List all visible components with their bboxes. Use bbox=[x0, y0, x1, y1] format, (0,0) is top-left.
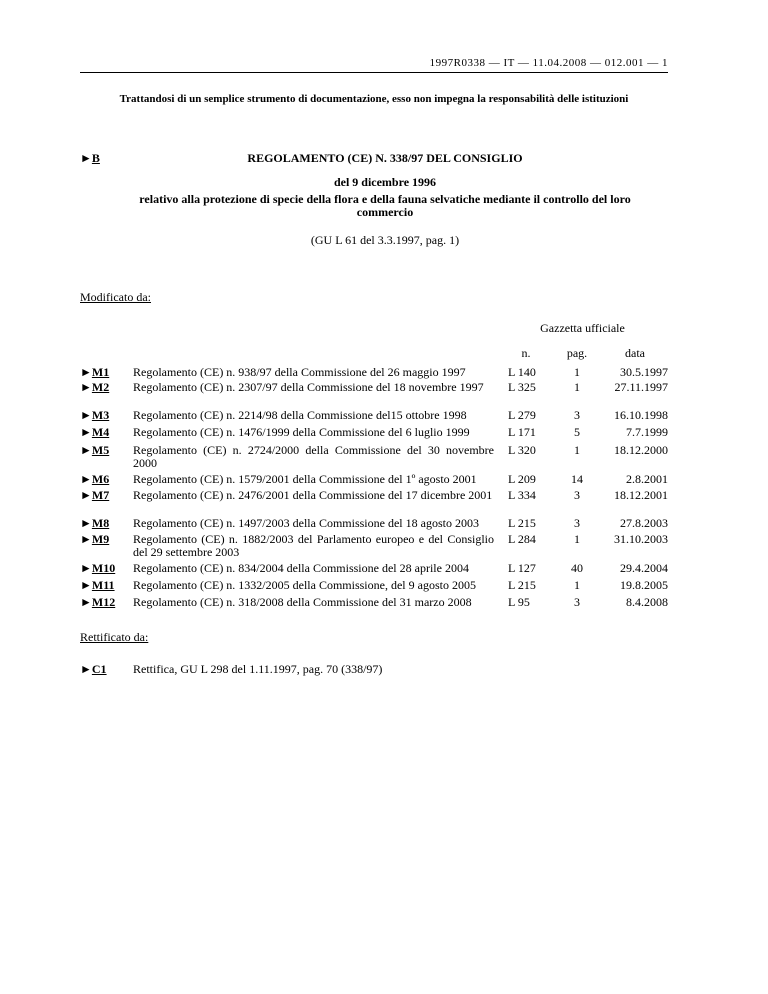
amendment-marker[interactable] bbox=[80, 409, 109, 422]
amendment-code[interactable]: M8 bbox=[91, 516, 110, 530]
amendment-marker[interactable] bbox=[80, 426, 109, 439]
gazette-number: L 320 bbox=[508, 443, 536, 457]
column-header-page: pag. bbox=[566, 346, 588, 360]
amendment-code[interactable]: M10 bbox=[91, 561, 116, 575]
amendment-code[interactable]: M12 bbox=[91, 595, 116, 609]
gazette-date: 7.7.1999 bbox=[626, 425, 668, 439]
gazette-page: 3 bbox=[574, 516, 580, 530]
gazette-number: L 95 bbox=[508, 595, 530, 609]
gazette-page: 1 bbox=[574, 532, 580, 546]
gazette-heading: Gazzetta ufficiale bbox=[540, 321, 625, 335]
arrow-right-icon: ► bbox=[80, 151, 92, 165]
gazette-number: L 171 bbox=[508, 425, 536, 439]
arrow-right-icon: ► bbox=[80, 516, 92, 530]
amendment-marker[interactable] bbox=[80, 579, 115, 592]
correction-marker[interactable] bbox=[80, 662, 107, 677]
gazette-page: 3 bbox=[574, 595, 580, 609]
amendment-marker[interactable] bbox=[80, 596, 115, 609]
amendment-description: Regolamento (CE) n. 2724/2000 della Commissione del 30 novembre 2000 bbox=[133, 443, 494, 470]
amendment-description: Regolamento (CE) n. 1882/2003 del Parlamento europeo e del Consiglio del 29 settembre 2003 bbox=[133, 532, 494, 559]
amendment-code[interactable]: M9 bbox=[91, 532, 110, 546]
arrow-right-icon: ► bbox=[80, 380, 92, 394]
gazette-number: L 325 bbox=[508, 380, 536, 394]
arrow-right-icon: ► bbox=[80, 561, 92, 575]
gazette-number: L 215 bbox=[508, 578, 536, 592]
amendment-description: Regolamento (CE) n. 1579/2001 della Commissione del 1º agosto 2001 bbox=[133, 472, 477, 486]
gazette-date: 29.4.2004 bbox=[620, 561, 668, 575]
column-header-date: data bbox=[625, 346, 645, 360]
arrow-right-icon: ► bbox=[80, 662, 92, 676]
amendment-marker[interactable] bbox=[80, 489, 109, 502]
gazette-page: 5 bbox=[574, 425, 580, 439]
arrow-right-icon: ► bbox=[80, 488, 92, 502]
gazette-number: L 127 bbox=[508, 561, 536, 575]
correction-text: Rettifica, GU L 298 del 1.11.1997, pag. 70 (338/97) bbox=[133, 662, 383, 676]
header-divider bbox=[80, 72, 668, 73]
gazette-date: 8.4.2008 bbox=[626, 595, 668, 609]
gazette-page: 40 bbox=[571, 561, 583, 575]
gazette-date: 30.5.1997 bbox=[620, 365, 668, 379]
amendment-code[interactable]: M5 bbox=[91, 443, 110, 457]
arrow-right-icon: ► bbox=[80, 595, 92, 609]
gazette-number: L 140 bbox=[508, 365, 536, 379]
gazette-page: 3 bbox=[574, 408, 580, 422]
gazette-page: 1 bbox=[574, 380, 580, 394]
amendment-description: Regolamento (CE) n. 318/2008 della Commissione del 31 marzo 2008 bbox=[133, 595, 472, 609]
amendment-description: Regolamento (CE) n. 938/97 della Commissione del 26 maggio 1997 bbox=[133, 365, 466, 379]
gazette-date: 27.11.1997 bbox=[614, 380, 668, 394]
arrow-right-icon: ► bbox=[80, 443, 92, 457]
gazette-number: L 279 bbox=[508, 408, 536, 422]
amendment-marker[interactable] bbox=[80, 444, 109, 457]
official-journal-reference: (GU L 61 del 3.3.1997, pag. 1) bbox=[310, 233, 460, 247]
gazette-date: 2.8.2001 bbox=[626, 472, 668, 486]
gazette-page: 1 bbox=[574, 578, 580, 592]
gazette-page: 1 bbox=[574, 443, 580, 457]
amendment-description: Regolamento (CE) n. 2307/97 della Commissione del 18 novembre 1997 bbox=[133, 380, 484, 394]
amendment-code[interactable]: M3 bbox=[91, 408, 110, 422]
amendment-description: Regolamento (CE) n. 2476/2001 della Commissione del 17 dicembre 2001 bbox=[133, 488, 493, 502]
amendment-marker[interactable] bbox=[80, 366, 109, 379]
arrow-right-icon: ► bbox=[80, 425, 92, 439]
gazette-number: L 215 bbox=[508, 516, 536, 530]
regulation-date: del 9 dicembre 1996 bbox=[333, 175, 437, 189]
amendment-code[interactable]: M7 bbox=[91, 488, 110, 502]
base-marker-code[interactable]: B bbox=[91, 151, 100, 165]
gazette-page: 14 bbox=[571, 472, 583, 486]
amendment-code[interactable]: M4 bbox=[91, 425, 110, 439]
gazette-date: 18.12.2000 bbox=[614, 443, 668, 457]
amendment-marker[interactable] bbox=[80, 533, 109, 546]
amendment-code[interactable]: M11 bbox=[91, 578, 115, 592]
gazette-date: 31.10.2003 bbox=[614, 532, 668, 546]
arrow-right-icon: ► bbox=[80, 578, 92, 592]
gazette-date: 18.12.2001 bbox=[614, 488, 668, 502]
base-marker[interactable] bbox=[80, 151, 100, 166]
amendment-description: Regolamento (CE) n. 2214/98 della Commissione del15 ottobre 1998 bbox=[133, 408, 467, 422]
arrow-right-icon: ► bbox=[80, 472, 92, 486]
amendment-code[interactable]: M1 bbox=[91, 365, 110, 379]
amendment-marker[interactable] bbox=[80, 517, 109, 530]
correction-code[interactable]: C1 bbox=[91, 662, 107, 676]
amendment-marker[interactable] bbox=[80, 381, 109, 394]
amendment-marker[interactable] bbox=[80, 562, 115, 575]
amendment-description: Regolamento (CE) n. 1497/2003 della Commissione del 18 agosto 2003 bbox=[133, 516, 479, 530]
amendment-description: Regolamento (CE) n. 1332/2005 della Commissione, del 9 agosto 2005 bbox=[133, 578, 476, 592]
gazette-page: 3 bbox=[574, 488, 580, 502]
arrow-right-icon: ► bbox=[80, 408, 92, 422]
gazette-number: L 334 bbox=[508, 488, 536, 502]
gazette-number: L 284 bbox=[508, 532, 536, 546]
amendment-marker[interactable] bbox=[80, 473, 109, 486]
corrected-by-heading: Rettificato da: bbox=[80, 630, 149, 644]
arrow-right-icon: ► bbox=[80, 532, 92, 546]
gazette-date: 27.8.2003 bbox=[620, 516, 668, 530]
regulation-subject: relativo alla protezione di specie della flora e della fauna selvatiche mediante il controllo del loro commercio bbox=[139, 192, 631, 219]
regulation-title: REGOLAMENTO (CE) N. 338/97 DEL CONSIGLIO bbox=[247, 151, 523, 165]
amendment-code[interactable]: M6 bbox=[91, 472, 110, 486]
amendment-description: Regolamento (CE) n. 834/2004 della Commissione del 28 aprile 2004 bbox=[133, 561, 469, 575]
gazette-page: 1 bbox=[574, 365, 580, 379]
document-reference: 1997R0338 — IT — 11.04.2008 — 012.001 — 1 bbox=[429, 57, 668, 69]
arrow-right-icon: ► bbox=[80, 365, 92, 379]
gazette-number: L 209 bbox=[508, 472, 536, 486]
disclaimer: Trattandosi di un semplice strumento di documentazione, esso non impegna la responsabilità delle istituzioni bbox=[119, 93, 629, 105]
gazette-date: 19.8.2005 bbox=[620, 578, 668, 592]
modified-by-heading: Modificato da: bbox=[80, 290, 151, 304]
gazette-date: 16.10.1998 bbox=[614, 408, 668, 422]
amendment-description: Regolamento (CE) n. 1476/1999 della Commissione del 6 luglio 1999 bbox=[133, 425, 470, 439]
amendment-code[interactable]: M2 bbox=[91, 380, 110, 394]
column-header-number: n. bbox=[521, 346, 531, 360]
